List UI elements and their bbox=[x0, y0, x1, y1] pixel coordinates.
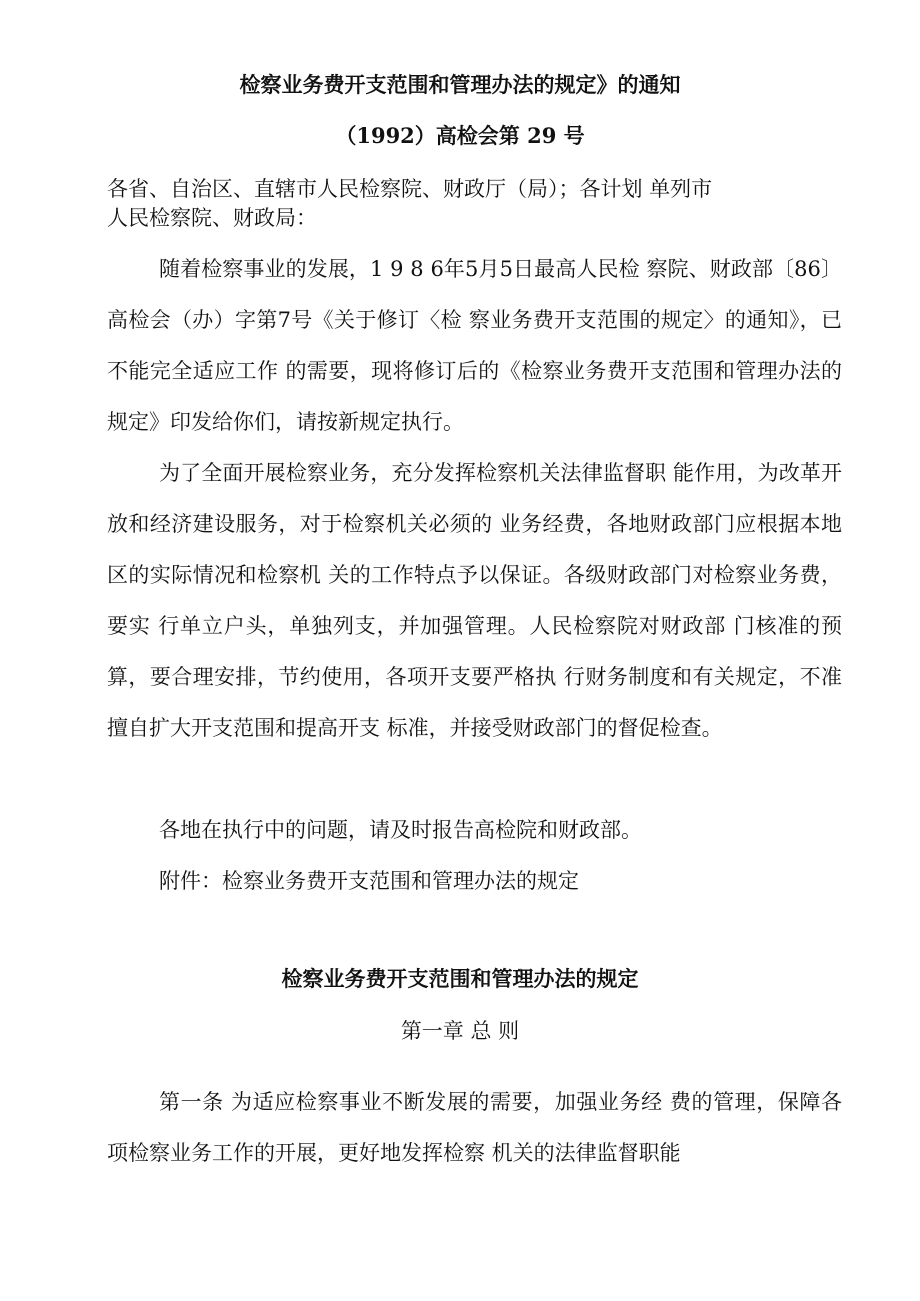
article-1: 第一条 为适应检察事业不断发展的需要，加强业务经 费的管理，保障各项检察业务工作的开展，更好地发挥检察 机关的法律监督职能 bbox=[107, 1090, 842, 1165]
attachment-line: 附件：检察业务费开支范围和管理办法的规定 bbox=[159, 869, 579, 893]
paragraph-funding: 为了全面开展检察业务，充分发挥检察机关法律监督职 能作用，为改革开放和经济建设服务，对于检察机关必须的 业务经费，各地财政部门应根据本地区的实际情况和检察机 关的工作特点予以保证。各级财政部门对检察业务费，要实 行单立户头，单独列支，并加强管理。人民检察院对财政部 门核准的预算，要合理安排，节约使用，各项开支要严格执 行财务制度和有关规定，不准擅自扩大开支范围和提高开支 标准，并接受财政部门的督促检查。 bbox=[107, 461, 842, 740]
notice-title: 检察业务费开支范围和管理办法的规定》的通知 bbox=[239, 72, 681, 97]
addressee-line-2: 人民检察院、财政局： bbox=[107, 206, 317, 230]
document-number: （1992）高检会第 29 号 bbox=[335, 123, 585, 148]
paragraph-report: 各地在执行中的问题，请及时报告高检院和财政部。 bbox=[159, 818, 642, 842]
regulation-title: 检察业务费开支范围和管理办法的规定 bbox=[281, 966, 639, 991]
paragraph-revision: 随着检察事业的发展，1 9 8 6年5月5日最高人民检 察院、财政部〔86〕高检会（办）字第7号《关于修订〈检 察业务费开支范围的规定〉的通知》，已不能完全适应工作 的需要，现将修订后的《检察业务费开支范围和管理办法的 规定》印发给你们，请按新规定执行。 bbox=[107, 257, 842, 434]
chapter-heading: 第一章 总 则 bbox=[400, 1019, 520, 1043]
addressee-line-1: 各省、自治区、直辖市人民检察院、财政厅（局）；各计划 单列市 bbox=[107, 177, 713, 201]
